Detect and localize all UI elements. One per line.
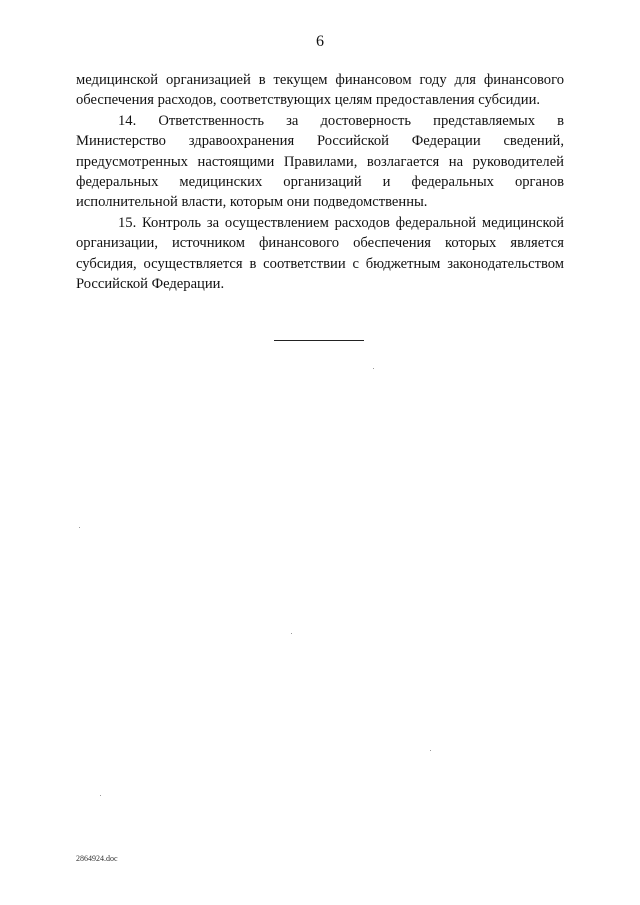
paragraph-continuation: медицинской организацией в текущем финансовом году для финансового обеспечения расходов, соответствующих целям предоставления субсидии. (76, 72, 564, 109)
scan-speck (100, 795, 101, 796)
document-body (76, 70, 564, 294)
scan-speck (430, 750, 431, 751)
scan-speck (373, 368, 374, 369)
scan-speck (79, 527, 80, 528)
paragraph-item-14: 14. Ответственность за достоверность представляемых в Министерство здравоохранения Российской Федерации сведений, предусмотренных настоящими Правилами, возлагается на руководителей федеральных медицинских организаций и федеральных органов исполнительной власти, которым они подведомственны. (76, 112, 564, 211)
scan-speck (291, 633, 292, 634)
end-separator-line (274, 340, 364, 341)
page-number: 6 (316, 33, 324, 50)
paragraph-item-15: 15. Контроль за осуществлением расходов федеральной медицинской организации, источником финансового обеспечения которых является субсидия, осуществляется в соответствии с бюджетным законодательством Российской Федерации. (76, 214, 564, 293)
document-code: 2864924.doc (76, 854, 118, 863)
